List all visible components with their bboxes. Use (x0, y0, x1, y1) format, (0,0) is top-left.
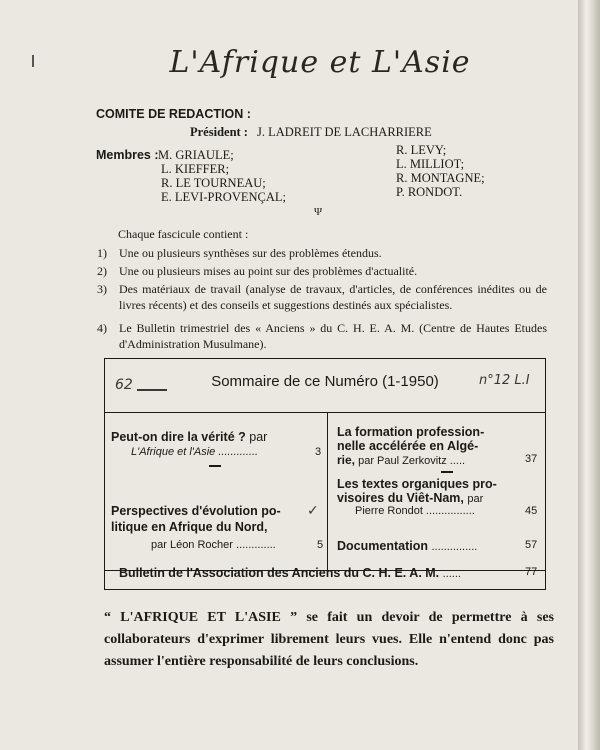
members-label: Membres : (96, 148, 159, 162)
fascicule-item-3: 3) Des matériaux de travail (analyse de travaux, d'articles, de conférences inédites ou de livres récents) et des conseils et suggestions destinés aux spécialistes. (97, 282, 547, 312)
sommaire-bulletin: Bulletin de l'Association des Anciens du C. H. E. A. M. ...... (119, 566, 461, 580)
handwritten-annotation-right: n°12 L.I (479, 373, 530, 388)
sommaire-entry-3-title-1: La formation profession- (337, 425, 485, 439)
sommaire-entry-2-author: par Léon Rocher ............. (151, 539, 276, 551)
sommaire-entry-3-title-2: nelle accélérée en Algé- (337, 439, 479, 453)
member-right-1: R. LEVY; (396, 143, 447, 157)
fascicule-item-1: 1) Une ou plusieurs synthèses sur des problèmes étendus. (97, 246, 382, 260)
sommaire-entry-2-page: 5 (317, 539, 324, 551)
sommaire-box (104, 358, 546, 590)
member-left-4: E. LEVI-PROVENÇAL; (161, 190, 286, 204)
member-right-3: R. MONTAGNE; (396, 171, 485, 185)
sommaire-entry-3-page: 37 (525, 453, 538, 465)
sommaire-entry-5-page: 57 (525, 539, 538, 551)
sommaire-column-divider (327, 412, 328, 570)
divider-ornament-icon: Ψ (314, 206, 323, 218)
sommaire-entry-4-author: Pierre Rondot ................ (355, 505, 475, 517)
president-label: Président : (190, 125, 248, 139)
president-name: J. LADREIT DE LACHARRIERE (257, 125, 432, 139)
sommaire-bulletin-page: 77 (525, 566, 538, 578)
handwritten-annotation-left: 62 (115, 377, 133, 393)
sommaire-entry-2-title-1: Perspectives d'évolution po- (111, 504, 281, 518)
sommaire-entry-5-title: Documentation ............... (337, 539, 478, 553)
sommaire-entry-4-title-2: visoires du Viêt-Nam, par (337, 491, 484, 505)
member-right-2: L. MILLIOT; (396, 157, 465, 171)
sommaire-separator-right (441, 471, 453, 473)
fascicule-intro: Chaque fascicule contient : (118, 227, 249, 241)
member-right-4: P. RONDOT. (396, 185, 463, 199)
sommaire-entry-3-author: rie, par Paul Zerkovitz ..... (337, 453, 466, 467)
fascicule-item-2: 2) Une ou plusieurs mises au point sur des problèmes d'actualité. (97, 264, 418, 278)
sommaire-separator (209, 465, 221, 467)
member-left-2: L. KIEFFER; (161, 162, 230, 176)
sommaire-entry-1-page: 3 (315, 446, 322, 458)
member-left-3: R. LE TOURNEAU; (161, 176, 266, 190)
sommaire-entry-1-author: L'Afrique et l'Asie ............. (131, 446, 259, 458)
handwritten-margin-mark: ✓ (307, 503, 319, 519)
sommaire-title: Sommaire de ce Numéro (1-1950) (211, 373, 439, 390)
sommaire-entry-4-title-1: Les textes organiques pro- (337, 477, 497, 491)
sommaire-entry-2-title-2: litique en Afrique du Nord, (111, 520, 268, 534)
editorial-note: “ L'AFRIQUE ET L'ASIE ” se fait un devoir de permettre à ses collaborateurs d'exprimer librement leurs vues. Elle n'entend donc pas assumer l'entière responsabilité de leurs conclusions. (104, 610, 554, 669)
member-left-1: M. GRIAULE; (158, 148, 234, 162)
sommaire-entry-4-page: 45 (525, 505, 538, 517)
book-spine (578, 0, 600, 750)
sommaire-top-rule (105, 412, 545, 413)
committee-heading: COMITE DE REDACTION : (96, 107, 251, 121)
journal-title: L'Afrique et L'Asie (169, 45, 471, 80)
margin-mark (32, 55, 34, 67)
fascicule-item-4: 4) Le Bulletin trimestriel des « Anciens » du C. H. E. A. M. (Centre de Hautes Etudes d'Administration Musulmane). (97, 321, 547, 351)
sommaire-entry-1-title: Peut-on dire la vérité ? par (111, 430, 268, 444)
